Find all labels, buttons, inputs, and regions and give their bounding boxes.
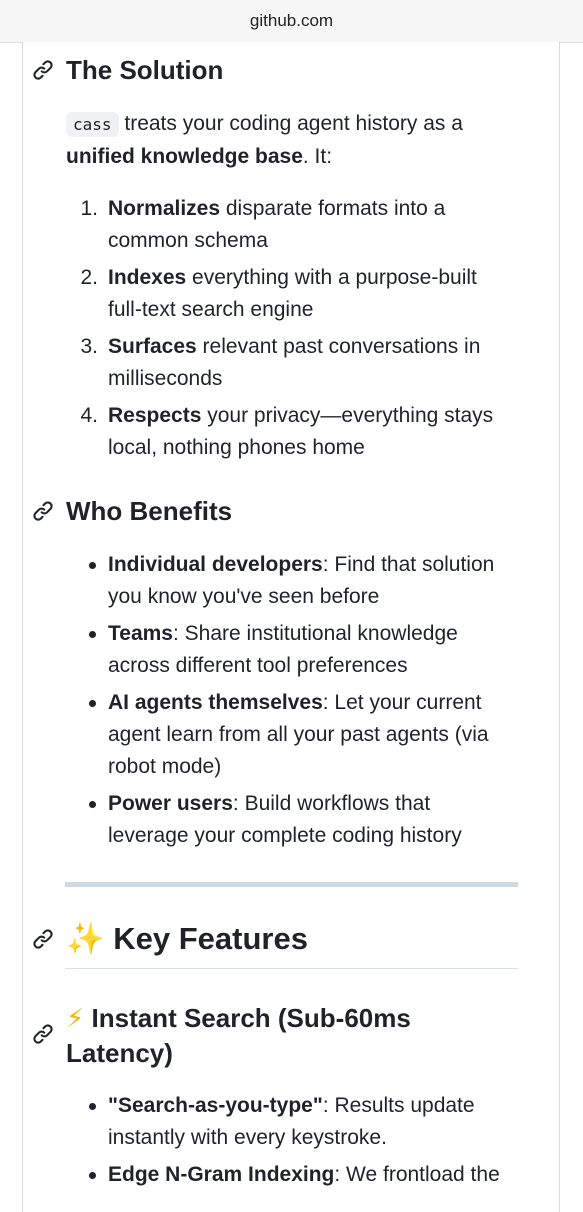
bullet-icon <box>89 1172 96 1179</box>
link-icon[interactable] <box>32 59 54 81</box>
heading-text: Key Features <box>113 921 308 956</box>
list-item <box>66 788 516 852</box>
item-bold: Normalizes <box>108 197 221 220</box>
item-text: everything with a purpose-built full-text search engine <box>108 266 477 321</box>
bullet-icon <box>89 631 96 638</box>
list-item <box>66 549 516 613</box>
item-text: disparate formats into a common schema <box>108 197 446 252</box>
link-icon[interactable] <box>32 928 54 950</box>
list-number: 3. <box>80 335 98 358</box>
list-item <box>66 687 516 783</box>
browser-url-bar[interactable] <box>0 0 583 43</box>
item-bold: Respects <box>108 404 202 427</box>
list-item <box>66 400 516 464</box>
instant-search-list <box>66 1090 516 1196</box>
item-bold: Power users <box>108 792 233 815</box>
bullet-icon <box>89 562 96 569</box>
url-text: github.com <box>249 11 334 30</box>
item-text: : Build workflows that leverage your complete coding history <box>108 792 462 847</box>
intro-text-2: . It: <box>302 145 333 168</box>
item-text: relevant past conversations in milliseconds <box>108 335 481 390</box>
section-heading-key-features <box>66 920 308 958</box>
item-bold: AI agents themselves <box>108 691 323 714</box>
list-number: 1. <box>80 197 98 220</box>
item-text: : We frontload the <box>334 1163 500 1186</box>
list-item <box>66 1090 516 1154</box>
who-benefits-list <box>66 549 516 857</box>
link-icon[interactable] <box>32 500 54 522</box>
list-item <box>66 262 516 326</box>
link-icon[interactable] <box>32 1023 54 1045</box>
intro-text-1: treats your coding agent history as a <box>118 112 463 135</box>
item-text: : Results update instantly with every keystroke. <box>108 1094 475 1149</box>
solution-list <box>66 193 516 469</box>
list-item <box>66 618 516 682</box>
section-heading-solution: The Solution <box>66 55 224 85</box>
sparkles-icon: ✨ <box>66 921 105 957</box>
item-text: : Share institutional knowledge across different tool preferences <box>108 622 458 677</box>
item-text: your privacy—everything stays local, nothing phones home <box>108 404 494 459</box>
section-heading-who-benefits: Who Benefits <box>66 496 233 526</box>
list-number: 4. <box>80 404 98 427</box>
list-item <box>66 331 516 395</box>
section-heading-instant-search <box>66 1001 506 1070</box>
inline-code-cass: cass <box>66 112 119 137</box>
item-bold: Individual developers <box>108 553 323 576</box>
bullet-icon <box>89 1103 96 1110</box>
item-bold: Surfaces <box>108 335 197 358</box>
section-divider <box>65 882 518 887</box>
item-bold: Edge N-Gram Indexing <box>108 1163 335 1186</box>
bullet-icon <box>89 700 96 707</box>
solution-intro <box>66 108 516 173</box>
item-bold: Teams <box>108 622 173 645</box>
list-number: 2. <box>80 266 98 289</box>
lightning-icon: ⚡ <box>66 1004 85 1034</box>
heading-text: Instant Search (Sub-60ms Latency) <box>66 1003 411 1068</box>
list-item <box>66 1159 516 1191</box>
bullet-icon <box>89 801 96 808</box>
item-text: : Find that solution you know you've seen before <box>108 553 495 608</box>
list-item <box>66 193 516 257</box>
item-bold: "Search-as-you-type" <box>108 1094 323 1117</box>
item-bold: Indexes <box>108 266 187 289</box>
item-text: : Let your current agent learn from all your past agents (via robot mode) <box>108 691 489 778</box>
intro-bold: unified knowledge base <box>66 145 303 168</box>
heading-underline <box>65 968 518 969</box>
